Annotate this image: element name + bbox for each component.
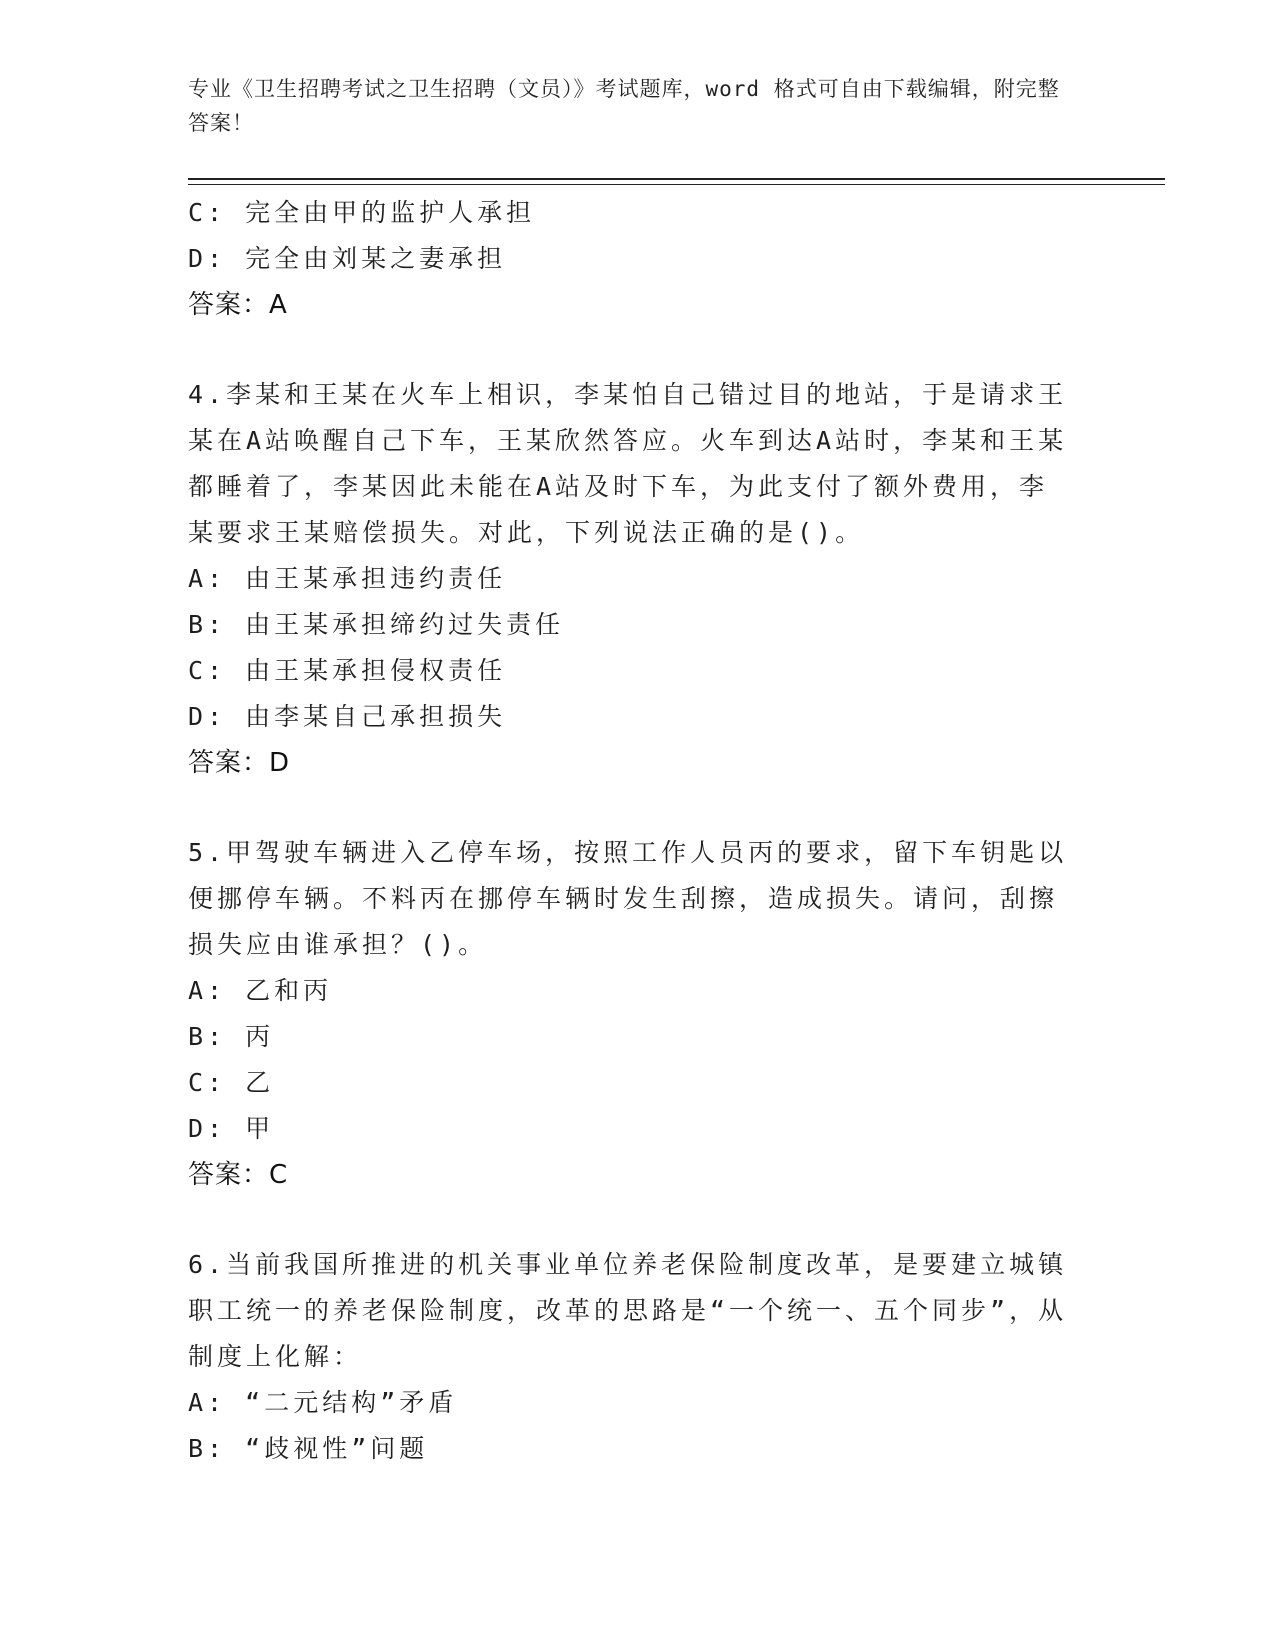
- question-4: [188, 372, 1068, 786]
- question-list: [188, 190, 1068, 1472]
- option-c: C: 乙: [188, 1068, 275, 1097]
- answer-line: 答案：A: [188, 290, 288, 320]
- header-divider-thin: [188, 184, 1165, 185]
- answer-line: 答案：C: [188, 1160, 289, 1190]
- question-6: [188, 1242, 1068, 1472]
- spacer: [188, 1198, 1068, 1242]
- option-c: C: 完全由甲的监护人承担: [188, 198, 536, 227]
- header-divider-thick: [188, 178, 1165, 180]
- option-a: A: 乙和丙: [188, 976, 333, 1005]
- spacer: [188, 786, 1068, 830]
- option-a: A: 由王某承担违约责任: [188, 564, 507, 593]
- option-b: B: 丙: [188, 1022, 275, 1051]
- answer-line: 答案：D: [188, 748, 291, 778]
- option-d: D: 由李某自己承担损失: [188, 702, 507, 731]
- option-a: A: “二元结构”矛盾: [188, 1388, 458, 1417]
- question-text: 4.李某和王某在火车上相识，李某怕自己错过目的地站，于是请求王某在A站唤醒自己下车，王某欣然答应。火车到达A站时，李某和王某都睡着了，李某因此未能在A站及时下车，为此支付了额外费用，李某要求王某赔偿损失。对此，下列说法正确的是()。: [188, 380, 1068, 547]
- question-5: [188, 830, 1068, 1198]
- option-d: D: 甲: [188, 1114, 275, 1143]
- option-b: B: “歧视性”问题: [188, 1434, 429, 1463]
- question-text: 6.当前我国所推进的机关事业单位养老保险制度改革，是要建立城镇职工统一的养老保险制度，改革的思路是“一个统一、五个同步”，从制度上化解：: [188, 1250, 1068, 1371]
- option-d: D: 完全由刘某之妻承担: [188, 244, 507, 273]
- document-header: 专业《卫生招聘考试之卫生招聘（文员）》考试题库，word 格式可自由下载编辑，附完整答案！: [188, 77, 1060, 135]
- question-3: [188, 190, 1068, 328]
- spacer: [188, 328, 1068, 372]
- option-b: B: 由王某承担缔约过失责任: [188, 610, 565, 639]
- question-text: 5.甲驾驶车辆进入乙停车场，按照工作人员丙的要求，留下车钥匙以便挪停车辆。不料丙在挪停车辆时发生刮擦，造成损失。请问，刮擦损失应由谁承担？()。: [188, 838, 1068, 959]
- option-c: C: 由王某承担侵权责任: [188, 656, 507, 685]
